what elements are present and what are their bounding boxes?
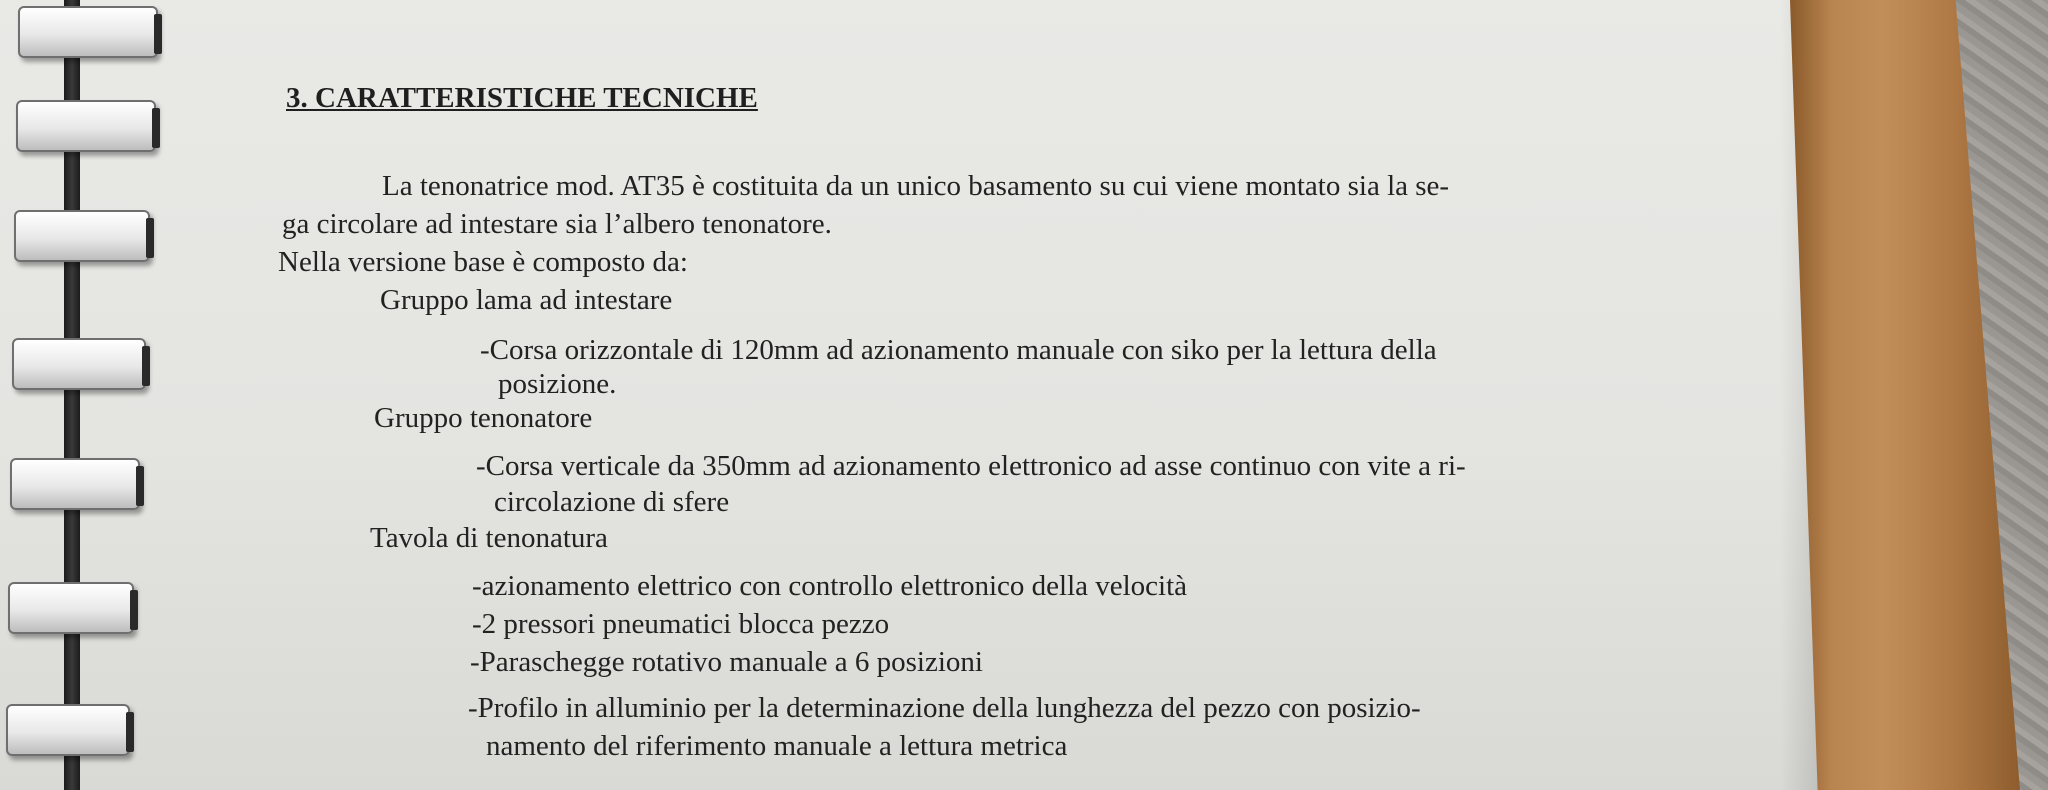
group-title-tenonatore: Gruppo tenonatore xyxy=(374,402,593,434)
list-item: -azionamento elettrico con controllo elettronico della velocità xyxy=(472,570,1188,602)
list-item: -Paraschegge rotativo manuale a 6 posizioni xyxy=(470,646,983,678)
intro-line-1: La tenonatrice mod. AT35 è costituita da un unico basamento su cui viene montato sia la se- xyxy=(382,170,1450,202)
intro-line-2: ga circolare ad intestare sia l’albero tenonatore. xyxy=(282,208,832,240)
list-item: -Profilo in alluminio per la determinazione della lunghezza del pezzo con posizio- xyxy=(468,692,1421,724)
list-item-continuation: namento del riferimento manuale a lettura metrica xyxy=(486,730,1068,762)
base-version-line: Nella versione base è composto da: xyxy=(278,246,688,278)
section-heading: 3. CARATTERISTICHE TECNICHE xyxy=(286,82,758,114)
group-title-tavola: Tavola di tenonatura xyxy=(370,522,608,554)
list-item: -Corsa orizzontale di 120mm ad azionamento manuale con siko per la lettura della xyxy=(480,334,1437,366)
list-item: -2 pressori pneumatici blocca pezzo xyxy=(472,608,890,640)
list-item-continuation: circolazione di sfere xyxy=(494,486,730,518)
list-item-continuation: posizione. xyxy=(498,368,617,400)
group-title-lama: Gruppo lama ad intestare xyxy=(380,284,673,316)
list-item: -Corsa verticale da 350mm ad azionamento elettronico ad asse continuo con vite a ri- xyxy=(476,450,1466,482)
